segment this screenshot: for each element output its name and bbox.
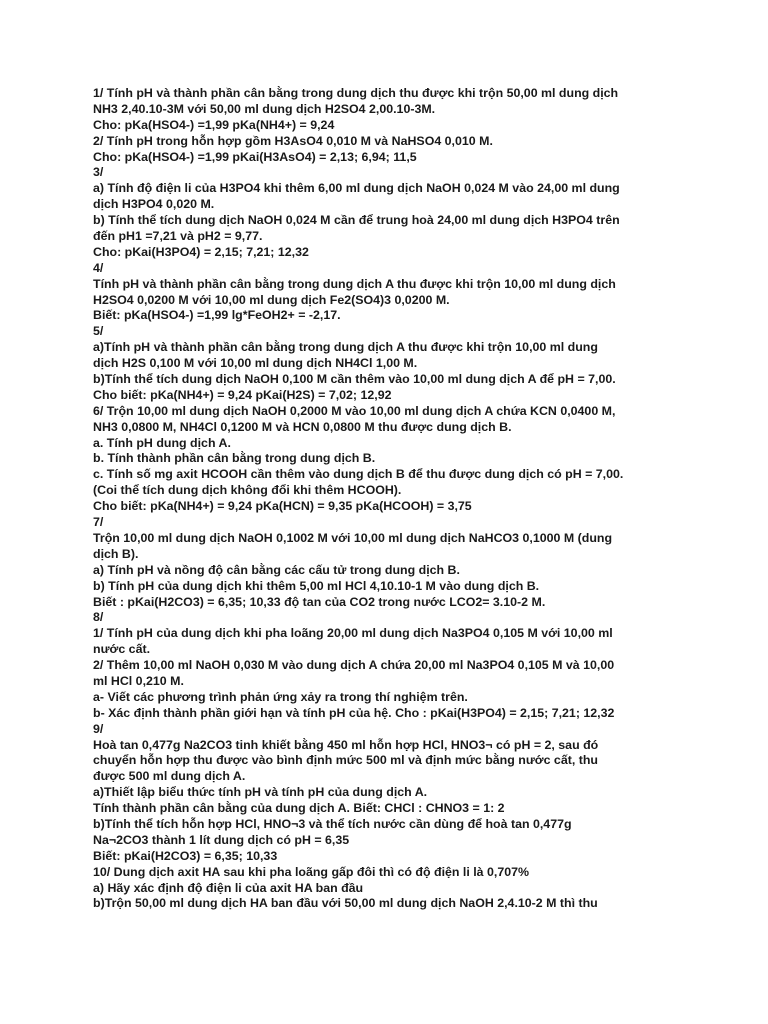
text-line: 5/ — [93, 324, 104, 339]
text-line: 2/ Thêm 10,00 ml NaOH 0,030 M vào dung dịch A chứa 20,00 ml Na3PO4 0,105 M và 10,00 — [93, 658, 615, 673]
text-line: dịch B). — [93, 546, 139, 561]
text-line: Biết: pKai(H2CO3) = 6,35; 10,33 — [93, 848, 278, 863]
text-line: ml HCl 0,210 M. — [93, 673, 184, 688]
text-line: Hoà tan 0,477g Na2CO3 tinh khiết bằng 450 ml hỗn hợp HCl, HNO3¬ có pH = 2, sau đó — [93, 737, 599, 752]
text-line: b)Tính thể tích dung dịch NaOH 0,100 M cần thêm vào 10,00 ml dung dịch A để pH = 7,00. — [93, 372, 616, 387]
text-line: a) Tính độ điện li của H3PO4 khi thêm 6,00 ml dung dịch NaOH 0,024 M vào 24,00 ml dung — [93, 181, 620, 196]
text-line: b- Xác định thành phần giới hạn và tính pH của hệ. Cho : pKai(H3PO4) = 2,15; 7,21; 12,32 — [93, 705, 615, 720]
text-line: a. Tính pH dung dịch A. — [93, 435, 231, 450]
text-line: Tính pH và thành phần cân bằng trong dung dịch A thu được khi trộn 10,00 ml dung dịch — [93, 276, 616, 291]
text-line: dịch H3PO4 0,020 M. — [93, 197, 215, 212]
text-line: H2SO4 0,0200 M với 10,00 ml dung dịch Fe2(SO4)3 0,0200 M. — [93, 292, 450, 307]
text-line: a- Viết các phương trình phản ứng xảy ra trong thí nghiệm trên. — [93, 689, 468, 704]
text-line: dịch H2S 0,100 M với 10,00 ml dung dịch NH4Cl 1,00 M. — [93, 356, 418, 371]
text-line: a) Hãy xác định độ điện li của axit HA ban đầu — [93, 880, 364, 895]
text-line: (Coi thể tích dung dịch không đổi khi thêm HCOOH). — [93, 483, 402, 498]
text-line: b)Tính thể tích hỗn hợp HCl, HNO¬3 và thể tích nước cần dùng để hoà tan 0,477g — [93, 816, 572, 831]
text-line: Cho: pKa(HSO4-) =1,99 pKa(NH4+) = 9,24 — [93, 117, 335, 132]
document-body — [93, 86, 753, 912]
text-line: c. Tính số mg axit HCOOH cần thêm vào dung dịch B để thu được dung dịch có pH = 7,00. — [93, 467, 624, 482]
text-line: 9/ — [93, 721, 104, 736]
text-line: Trộn 10,00 ml dung dịch NaOH 0,1002 M với 10,00 ml dung dịch NaHCO3 0,1000 M (dung — [93, 530, 613, 545]
text-line: a)Thiết lập biểu thức tính pH và tính pH của dung dịch A. — [93, 785, 428, 800]
text-line: Cho: pKa(HSO4-) =1,99 pKai(H3AsO4) = 2,13; 6,94; 11,5 — [93, 149, 417, 164]
text-line: Biết : pKai(H2CO3) = 6,35; 10,33 độ tan của CO2 trong nước LCO2= 3.10-2 M. — [93, 594, 546, 609]
text-line: Cho: pKai(H3PO4) = 2,15; 7,21; 12,32 — [93, 244, 309, 259]
text-line: b) Tính thể tích dung dịch NaOH 0,024 M cần để trung hoà 24,00 ml dung dịch H3PO4 trên — [93, 213, 620, 228]
text-line: Tính thành phần cân bằng của dung dịch A. Biết: CHCl : CHNO3 = 1: 2 — [93, 801, 505, 816]
text-line: Na¬2CO3 thành 1 lít dung dịch có pH = 6,35 — [93, 832, 350, 847]
text-line: đến pH1 =7,21 và pH2 = 9,77. — [93, 229, 263, 244]
text-line: b)Trộn 50,00 ml dung dịch HA ban đầu với 50,00 ml dung dịch NaOH 2,4.10-2 M thì thu — [93, 896, 598, 911]
text-line: Cho biết: pKa(NH4+) = 9,24 pKai(H2S) = 7,02; 12,92 — [93, 387, 392, 402]
text-line: 3/ — [93, 165, 104, 180]
text-line: a)Tính pH và thành phần cân bằng trong dung dịch A thu được khi trộn 10,00 ml dung — [93, 340, 598, 355]
text-line: NH3 0,0800 M, NH4Cl 0,1200 M và HCN 0,0800 M thu được dung dịch B. — [93, 419, 512, 434]
text-line: NH3 2,40.10-3M với 50,00 ml dung dịch H2SO4 2,00.10-3M. — [93, 101, 436, 116]
text-line: Biết: pKa(HSO4-) =1,99 lg*FeOH2+ = -2,17. — [93, 308, 341, 323]
text-line: nước cất. — [93, 642, 151, 657]
text-line: 7/ — [93, 515, 104, 530]
text-line: 10/ Dung dịch axit HA sau khi pha loãng gấp đôi thì có độ điện li là 0,707% — [93, 864, 530, 879]
text-line: 2/ Tính pH trong hỗn hợp gồm H3AsO4 0,010 M và NaHSO4 0,010 M. — [93, 133, 493, 148]
text-line: 6/ Trộn 10,00 ml dung dịch NaOH 0,2000 M vào 10,00 ml dung dịch A chứa KCN 0,0400 M, — [93, 403, 616, 418]
text-line: chuyển hỗn hợp thu được vào bình định mức 500 ml và định mức bằng nước cất, thu — [93, 753, 598, 768]
text-line: 1/ Tính pH của dung dịch khi pha loãng 20,00 ml dung dịch Na3PO4 0,105 M với 10,00 ml — [93, 626, 613, 641]
text-line: 8/ — [93, 610, 104, 625]
text-line: Cho biết: pKa(NH4+) = 9,24 pKa(HCN) = 9,35 pKa(HCOOH) = 3,75 — [93, 499, 472, 514]
text-line: được 500 ml dung dịch A. — [93, 769, 246, 784]
text-line: 4/ — [93, 260, 104, 275]
text-line: a) Tính pH và nồng độ cân bằng các cấu tử trong dung dịch B. — [93, 562, 460, 577]
text-line: b. Tính thành phần cân bằng trong dung dịch B. — [93, 451, 376, 466]
text-line: b) Tính pH của dung dịch khi thêm 5,00 ml HCl 4,10.10-1 M vào dung dịch B. — [93, 578, 540, 593]
text-line: 1/ Tính pH và thành phần cân bằng trong dung dịch thu được khi trộn 50,00 ml dung dịch — [93, 86, 619, 100]
